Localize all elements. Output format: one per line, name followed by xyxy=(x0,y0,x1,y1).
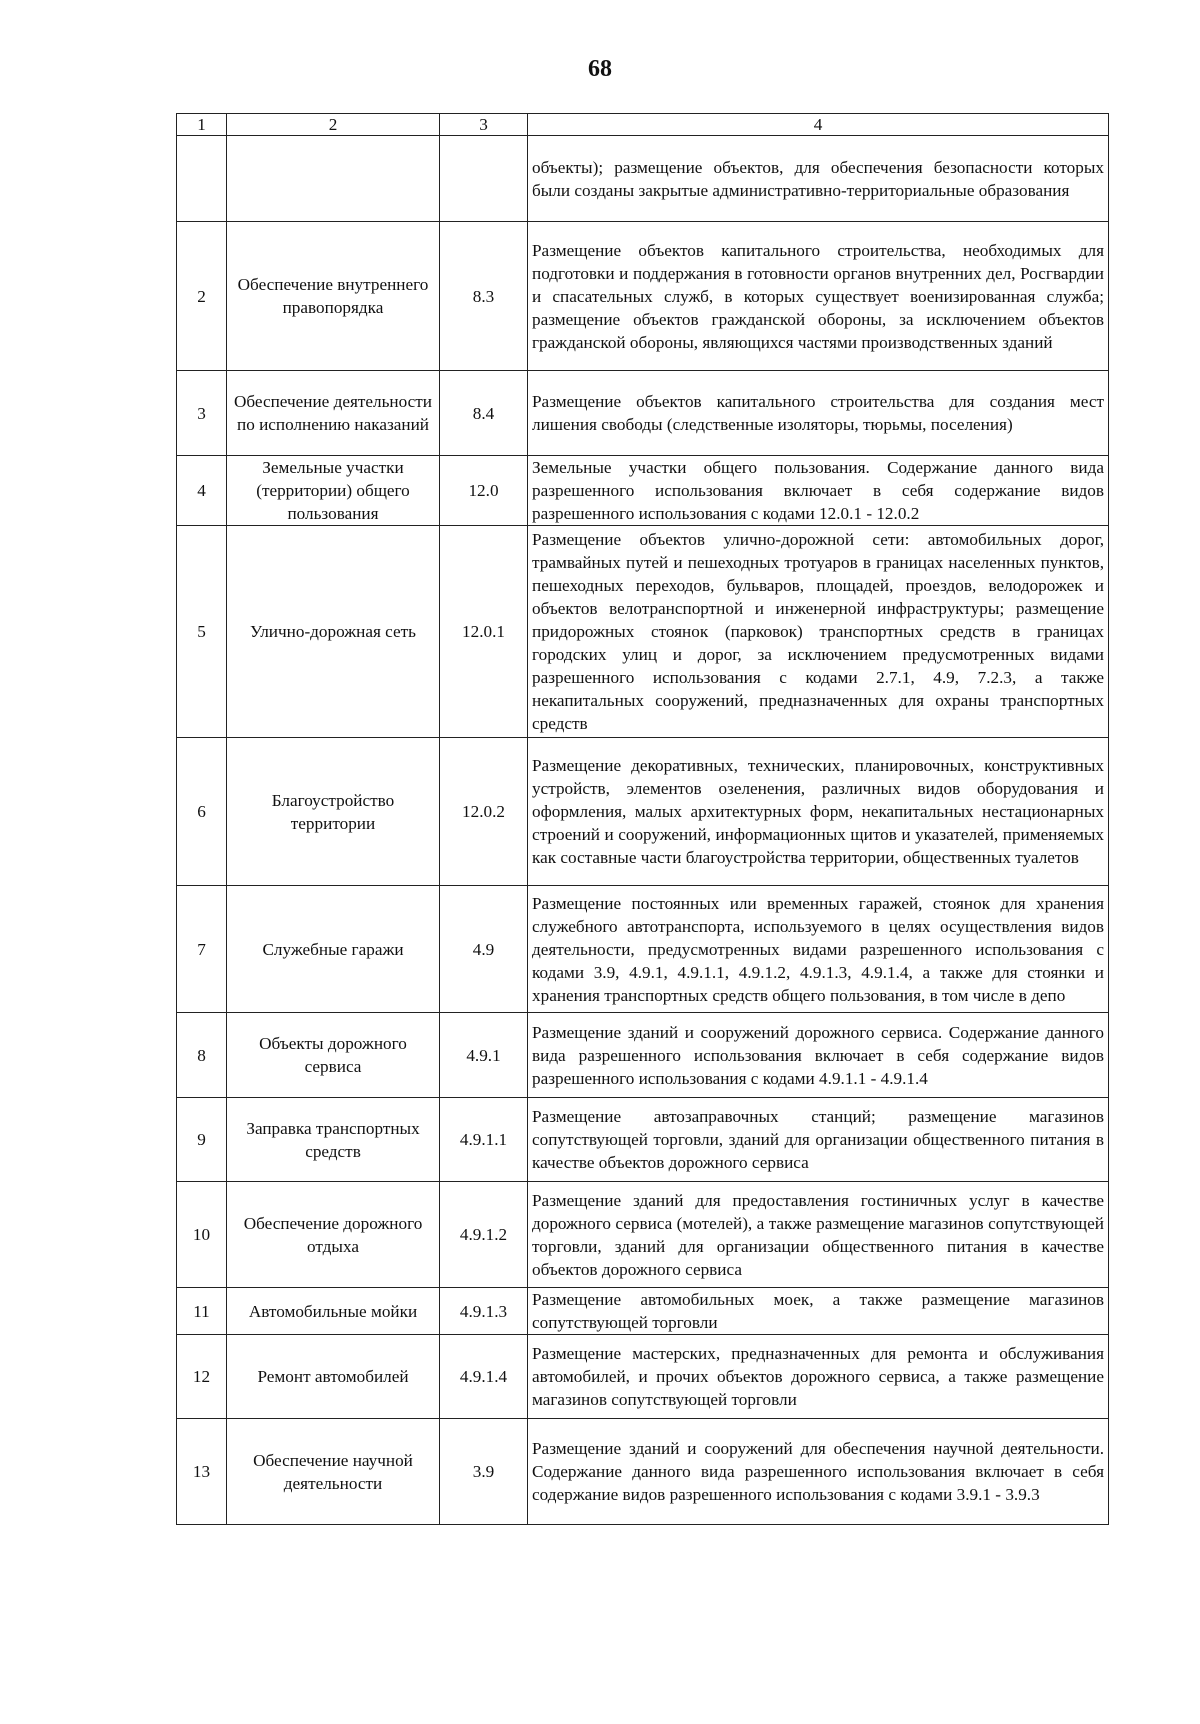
table-row xyxy=(177,526,1109,738)
header-col-3: 3 xyxy=(440,114,528,136)
table-row xyxy=(177,1335,1109,1419)
row-use-description: Размещение объектов капитального строительства, необходимых для подготовки и поддержания в готовности органов внутренних дел, Росгвардии и спасательных служб, в которых существует военизированная служба; размещение объектов гражданской обороны, за исключением объектов гражданской обороны, являющихся частями производственных зданий xyxy=(528,222,1109,371)
table-row xyxy=(177,371,1109,456)
row-use-code: 4.9.1.1 xyxy=(440,1098,528,1182)
row-use-description: Размещение зданий и сооружений для обеспечения научной деятельности. Содержание данного вида разрешенного использования включает в себя содержание видов разрешенного использования с кодами 3.9.1 - 3.9.3 xyxy=(528,1419,1109,1525)
row-use-name: Заправка транспортных средств xyxy=(227,1098,440,1182)
table-row xyxy=(177,738,1109,886)
row-use-description: Размещение декоративных, технических, планировочных, конструктивных устройств, элементов озеленения, различных видов оборудования и оформления, малых архитектурных форм, некапитальных нестационарных строений и сооружений, информационных щитов и указателей, применяемых как составные части благоустройства территории, общественных туалетов xyxy=(528,738,1109,886)
row-use-name: Обеспечение деятельности по исполнению наказаний xyxy=(227,371,440,456)
row-use-name: Обеспечение внутреннего правопорядка xyxy=(227,222,440,371)
row-use-code: 8.3 xyxy=(440,222,528,371)
land-use-table xyxy=(176,113,1109,1525)
row-use-code: 4.9.1 xyxy=(440,1013,528,1098)
header-col-1: 1 xyxy=(177,114,227,136)
row-number: 9 xyxy=(177,1098,227,1182)
row-use-code: 4.9 xyxy=(440,886,528,1013)
table-row xyxy=(177,1013,1109,1098)
row-number: 8 xyxy=(177,1013,227,1098)
row-use-description: Размещение автозаправочных станций; размещение магазинов сопутствующей торговли, зданий для организации общественного питания в качестве объектов дорожного сервиса xyxy=(528,1098,1109,1182)
row-use-description: Размещение объектов улично-дорожной сети: автомобильных дорог, трамвайных путей и пешеходных тротуаров в границах населенных пунктов, пешеходных переходов, бульваров, площадей, проездов, велодорожек и объектов велотранспортной и инженерной инфраструктуры; размещение придорожных стоянок (парковок) транспортных средств в границах городских улиц и дорог, за исключением предусмотренных видами разрешенного использования с кодами 2.7.1, 4.9, 7.2.3, а также некапитальных сооружений, предназначенных для охраны транспортных средств xyxy=(528,526,1109,738)
row-number: 12 xyxy=(177,1335,227,1419)
row-use-name: Обеспечение научной деятельности xyxy=(227,1419,440,1525)
row-use-code: 4.9.1.2 xyxy=(440,1182,528,1288)
row-use-code: 12.0.1 xyxy=(440,526,528,738)
page-number: 68 xyxy=(588,56,612,82)
table-row xyxy=(177,136,1109,222)
row-use-code: 4.9.1.4 xyxy=(440,1335,528,1419)
row-number: 7 xyxy=(177,886,227,1013)
row-use-description: Размещение постоянных или временных гаражей, стоянок для хранения служебного автотранспорта, используемого в целях осуществления видов деятельности, предусмотренных видами разрешенного использования с кодами 3.9, 4.9.1, 4.9.1.1, 4.9.1.2, 4.9.1.3, 4.9.1.4, а также для стоянки и хранения транспортных средств общего пользования, в том числе в депо xyxy=(528,886,1109,1013)
row-number: 13 xyxy=(177,1419,227,1525)
table-body xyxy=(177,136,1109,1525)
table-row xyxy=(177,1288,1109,1335)
row-use-name: Земельные участки (территории) общего пользования xyxy=(227,456,440,526)
row-use-name: Служебные гаражи xyxy=(227,886,440,1013)
row-number: 6 xyxy=(177,738,227,886)
header-col-2: 2 xyxy=(227,114,440,136)
row-use-name: Улично-дорожная сеть xyxy=(227,526,440,738)
row-number: 3 xyxy=(177,371,227,456)
row-use-description: Размещение автомобильных моек, а также размещение магазинов сопутствующей торговли xyxy=(528,1288,1109,1335)
row-use-description: Земельные участки общего пользования. Содержание данного вида разрешенного использования включает в себя содержание видов разрешенного использования с кодами 12.0.1 - 12.0.2 xyxy=(528,456,1109,526)
row-use-code: 8.4 xyxy=(440,371,528,456)
row-number: 2 xyxy=(177,222,227,371)
row-use-name: Автомобильные мойки xyxy=(227,1288,440,1335)
row-number: 11 xyxy=(177,1288,227,1335)
table-row xyxy=(177,222,1109,371)
row-use-name xyxy=(227,136,440,222)
row-number: 5 xyxy=(177,526,227,738)
row-use-code: 3.9 xyxy=(440,1419,528,1525)
row-use-code: 12.0.2 xyxy=(440,738,528,886)
row-use-code: 4.9.1.3 xyxy=(440,1288,528,1335)
row-use-name: Объекты дорожного сервиса xyxy=(227,1013,440,1098)
row-number: 4 xyxy=(177,456,227,526)
table-row xyxy=(177,1419,1109,1525)
row-use-description: объекты); размещение объектов, для обеспечения безопасности которых были созданы закрытые административно-территориальные образования xyxy=(528,136,1109,222)
row-use-description: Размещение объектов капитального строительства для создания мест лишения свободы (следственные изоляторы, тюрьмы, поселения) xyxy=(528,371,1109,456)
row-use-code xyxy=(440,136,528,222)
row-use-description: Размещение зданий для предоставления гостиничных услуг в качестве дорожного сервиса (мотелей), а также размещение магазинов сопутствующей торговли, зданий для организации общественного питания в качестве объектов дорожного сервиса xyxy=(528,1182,1109,1288)
row-number xyxy=(177,136,227,222)
row-use-description: Размещение зданий и сооружений дорожного сервиса. Содержание данного вида разрешенного использования включает в себя содержание видов разрешенного использования с кодами 4.9.1.1 - 4.9.1.4 xyxy=(528,1013,1109,1098)
row-number: 10 xyxy=(177,1182,227,1288)
row-use-name: Обеспечение дорожного отдыха xyxy=(227,1182,440,1288)
row-use-name: Благоустройство территории xyxy=(227,738,440,886)
table-header-row xyxy=(177,114,1109,136)
table-row xyxy=(177,1182,1109,1288)
row-use-code: 12.0 xyxy=(440,456,528,526)
header-col-4: 4 xyxy=(528,114,1109,136)
table-row xyxy=(177,456,1109,526)
row-use-name: Ремонт автомобилей xyxy=(227,1335,440,1419)
row-use-description: Размещение мастерских, предназначенных для ремонта и обслуживания автомобилей, и прочих объектов дорожного сервиса, а также размещение магазинов сопутствующей торговли xyxy=(528,1335,1109,1419)
table-row xyxy=(177,1098,1109,1182)
table-row xyxy=(177,886,1109,1013)
